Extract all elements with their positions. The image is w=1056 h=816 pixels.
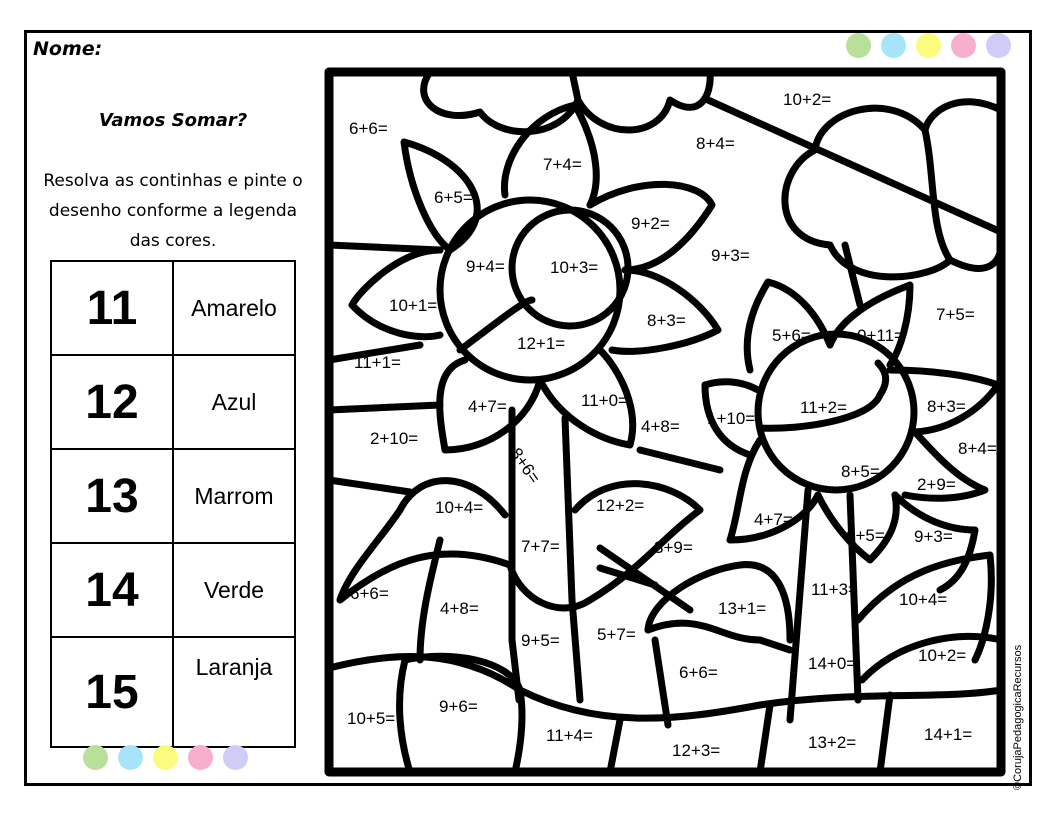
- equation-label: 12+1=: [517, 334, 566, 353]
- blue-dot: [881, 33, 906, 58]
- equation-label: 10+5=: [347, 709, 396, 728]
- equation-label: 8+4=: [696, 134, 735, 153]
- equation-label: 5+6=: [772, 326, 811, 345]
- equation-label: 6+6=: [350, 584, 389, 603]
- equation-label: 11+3=: [811, 580, 858, 599]
- equation-label: 2+10=: [370, 429, 419, 448]
- coloring-picture[interactable]: [324, 67, 1006, 777]
- equation-label: 9+5=: [521, 631, 560, 650]
- equation-label: 4+7=: [468, 397, 507, 416]
- name-label: Nome:: [33, 38, 103, 60]
- legend-color-name: Azul: [173, 355, 295, 449]
- legend-number: 13: [51, 449, 173, 543]
- equation-label: 0+11=: [857, 326, 904, 345]
- top-color-dots: [846, 33, 1011, 58]
- equation-label: 8+6=: [506, 444, 545, 488]
- blue-dot: [118, 745, 143, 770]
- equation-label: 7+5=: [936, 305, 975, 324]
- legend-row: [51, 355, 295, 449]
- yellow-dot: [153, 745, 178, 770]
- equation-label: 11+2=: [800, 398, 847, 417]
- equation-label: 2+9=: [917, 475, 956, 494]
- equation-label: 3+9=: [654, 538, 693, 557]
- yellow-dot: [916, 33, 941, 58]
- legend-number: 12: [51, 355, 173, 449]
- lavender-dot: [986, 33, 1011, 58]
- equation-label: 8+3=: [927, 397, 966, 416]
- equation-label: 10+4=: [899, 590, 948, 609]
- equation-label: 14+0=: [808, 654, 857, 673]
- legend-number: 14: [51, 543, 173, 637]
- legend-row: [51, 637, 295, 747]
- equation-label: 10+1=: [389, 296, 438, 315]
- equation-label: 9+3=: [914, 527, 953, 546]
- legend-row: [51, 261, 295, 355]
- legend-color-name: Laranja: [173, 637, 295, 747]
- equation-label: 11+1=: [354, 353, 401, 372]
- pink-dot: [951, 33, 976, 58]
- pink-dot: [188, 745, 213, 770]
- equation-label: 9+4=: [466, 257, 505, 276]
- legend-color-name: Amarelo: [173, 261, 295, 355]
- equation-label: 9+3=: [711, 246, 750, 265]
- equation-label: 4+8=: [440, 599, 479, 618]
- equation-label: 13+2=: [808, 733, 857, 752]
- equation-label: 4+7=: [754, 510, 793, 529]
- equation-label: 11+0=: [581, 391, 628, 410]
- equation-label: 8+5=: [841, 462, 880, 481]
- equation-label: 5+7=: [597, 625, 636, 644]
- instructions-text: Resolva as continhas e pinte o desenho conforme a legenda das cores.: [43, 171, 303, 251]
- equation-label: 8+3=: [647, 311, 686, 330]
- legend-number: 15: [51, 637, 173, 747]
- equation-label: 8+4=: [958, 439, 997, 458]
- equation-label: 6+6=: [679, 663, 718, 682]
- equation-label: 9+2=: [631, 214, 670, 233]
- legend-number: 11: [51, 261, 173, 355]
- legend-row: [51, 543, 295, 637]
- equation-label: 9+6=: [439, 697, 478, 716]
- equation-label: 12+3=: [672, 741, 721, 760]
- equation-label: 14+1=: [924, 725, 973, 744]
- legend-color-name: Verde: [173, 543, 295, 637]
- equation-label: 10+2=: [783, 90, 832, 109]
- equation-label: 10+3=: [550, 258, 599, 277]
- green-dot: [83, 745, 108, 770]
- equation-label: 1+10=: [707, 409, 756, 428]
- color-legend-table: [50, 260, 296, 748]
- worksheet-title: Vamos Somar?: [98, 110, 248, 131]
- equation-label: 6+5=: [846, 526, 885, 545]
- equation-label: 6+6=: [349, 119, 388, 138]
- green-dot: [846, 33, 871, 58]
- equation-label: 10+2=: [918, 646, 967, 665]
- equation-label: 6+5=: [434, 188, 473, 207]
- equation-label: 13+1=: [718, 599, 767, 618]
- equation-label: 10+4=: [435, 498, 484, 517]
- equation-label: 7+4=: [543, 155, 582, 174]
- copyright-credit: ©CorujaPedagogicaRecursos: [1012, 644, 1024, 790]
- equation-label: 7+7=: [521, 537, 560, 556]
- equation-label: 4+8=: [641, 417, 680, 436]
- legend-row: [51, 449, 295, 543]
- equation-label: 11+4=: [546, 726, 593, 745]
- bottom-color-dots: [83, 745, 248, 770]
- legend-color-name: Marrom: [173, 449, 295, 543]
- lavender-dot: [223, 745, 248, 770]
- equation-label: 12+2=: [596, 496, 645, 515]
